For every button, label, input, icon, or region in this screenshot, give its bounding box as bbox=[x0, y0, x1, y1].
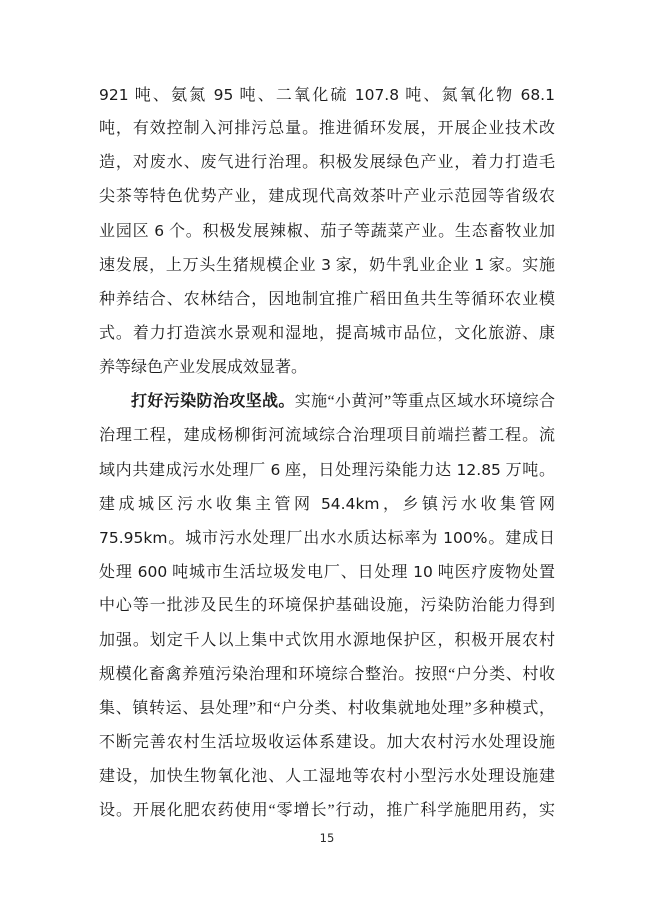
text-line: 养等绿色产业发展成效显著。 bbox=[99, 358, 308, 376]
text-line: 打好污染防治攻坚战。实施“小黄河”等重点区域水环境综合 bbox=[131, 392, 555, 410]
text-line: 业园区 6 个。积极发展辣椒、茄子等蔬菜产业。生态畜牧业加 bbox=[99, 222, 555, 241]
text-line: 造，对废水、废气进行治理。积极发展绿色产业，着力打造毛 bbox=[99, 154, 555, 172]
text-line: 速发展，上万头生猪规模企业 3 家，奶牛乳业企业 1 家。实施 bbox=[99, 256, 555, 275]
text-line: 建成城区污水收集主管网 54.4km，乡镇污水收集管网 bbox=[99, 495, 555, 514]
page-number: 15 bbox=[319, 831, 335, 845]
text-line: 处理 600 吨城市生活垃圾发电厂、日处理 10 吨医疗废物处置 bbox=[99, 563, 555, 582]
text-line: 吨，有效控制入河排污总量。推进循环发展，开展企业技术改 bbox=[99, 120, 555, 138]
text-line: 中心等一批涉及民生的环境保护基础设施，污染防治能力得到 bbox=[99, 597, 555, 615]
text-line: 建设，加快生物氧化池、人工湿地等农村小型污水处理设施建 bbox=[99, 767, 555, 785]
body-text bbox=[99, 78, 555, 828]
text-line: 921 吨、氨氮 95 吨、二氧化硫 107.8 吨、氮氧化物 68.1 bbox=[99, 86, 555, 104]
text-line: 规模化畜禽养殖污染治理和环境综合整治。按照“户分类、村收 bbox=[99, 665, 555, 683]
text-line: 种养结合、农林结合，因地制宜推广稻田鱼共生等循环农业模 bbox=[99, 290, 555, 308]
text-line: 75.95km。城市污水处理厂出水水质达标率为 100%。建成日 bbox=[99, 529, 555, 548]
text-line: 域内共建成污水处理厂 6 座，日处理污染能力达 12.85 万吨。 bbox=[99, 461, 555, 480]
text-line: 不断完善农村生活垃圾收运体系建设。加大农村污水处理设施 bbox=[99, 733, 555, 751]
text-line: 式。着力打造滨水景观和湿地，提高城市品位，文化旅游、康 bbox=[99, 324, 555, 342]
text-line: 设。开展化肥农药使用“零增长”行动，推广科学施肥用药，实 bbox=[99, 801, 555, 819]
text-line: 集、镇转运、县处理”和“户分类、村收集就地处理”多种模式， bbox=[99, 699, 555, 717]
text-line: 治理工程，建成杨柳街河流域综合治理项目前端拦蓄工程。流 bbox=[99, 426, 555, 444]
text-line: 尖茶等特色优势产业，建成现代高效茶叶产业示范园等省级农 bbox=[99, 188, 555, 206]
text-line: 加强。划定千人以上集中式饮用水源地保护区，积极开展农村 bbox=[99, 631, 555, 649]
